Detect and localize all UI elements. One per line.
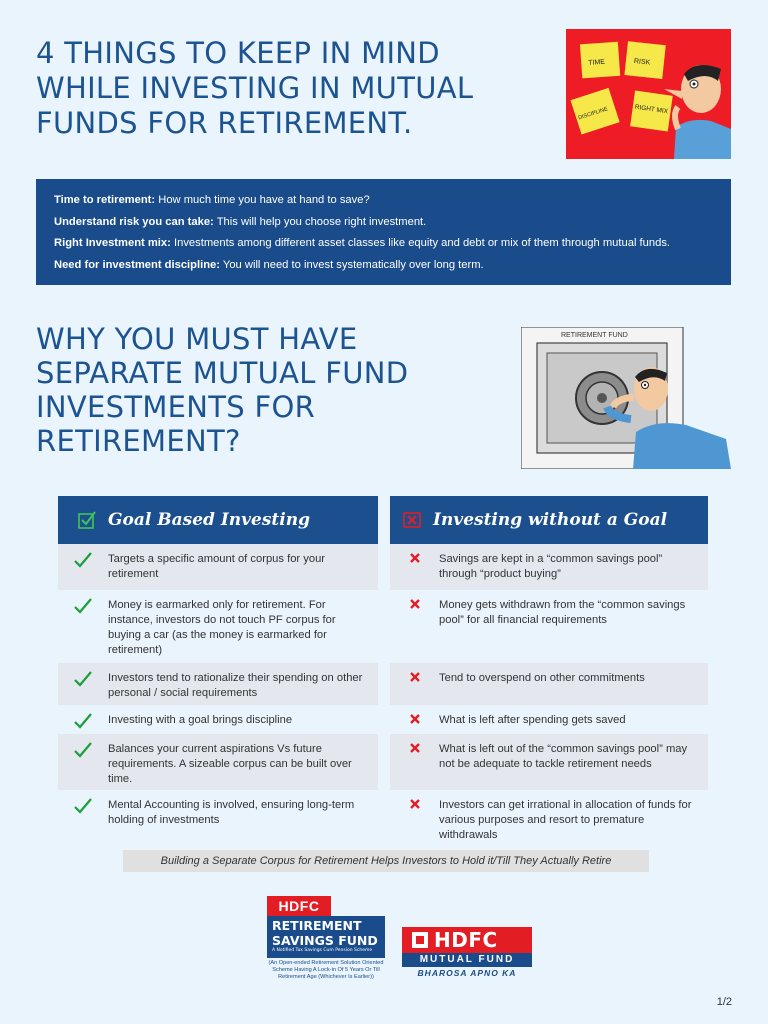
- check-icon: [58, 713, 108, 729]
- sticky-notes-illustration: [566, 29, 731, 159]
- table-row: [58, 790, 708, 844]
- key-point: Right Investment mix: Investments among different asset classes like equity and debt or mix of them through mutual funds.: [54, 237, 671, 249]
- rsf-hdfc-tag: HDFC: [267, 896, 331, 916]
- cross-icon: [390, 713, 439, 725]
- page-number: 1/2: [716, 996, 732, 1008]
- cross-icon: [390, 671, 439, 683]
- thinking-man-icon: [664, 65, 731, 159]
- summary-banner: Building a Separate Corpus for Retirement Helps Investors to Hold it/Till They Actually Retire: [123, 850, 649, 872]
- cross-icon: [390, 552, 439, 564]
- check-icon: [58, 598, 108, 614]
- goal-based-point: Money is earmarked only for retirement. For instance, investors do not touch PF corpus for buying a car (as the money is earmarked for retirement): [108, 599, 336, 656]
- rsf-description: (An Open-ended Retirement Solution Oriented Scheme Having A Lock-in Of 5 Years Or Till Retirement Age (Whichever Is Earlier)): [268, 960, 384, 980]
- safe-label: RETIREMENT FUND: [561, 332, 628, 339]
- goal-based-title: Goal Based Investing: [108, 510, 310, 530]
- goal-based-point: Investing with a goal brings discipline: [108, 714, 293, 726]
- retirement-savings-fund-logo: [267, 896, 385, 994]
- no-goal-point: Savings are kept in a “common savings pool” through “product buying”: [439, 553, 663, 580]
- no-goal-point: Money gets withdrawn from the “common savings pool” for all financial requirements: [439, 599, 686, 626]
- check-icon: [58, 552, 108, 568]
- cross-icon: [390, 798, 439, 810]
- checkbox-cross-icon: [403, 511, 421, 529]
- checkbox-check-icon: [78, 511, 96, 529]
- no-goal-point: Investors can get irrational in allocation of funds for various purposes and resort to premature withdrawals: [439, 799, 692, 841]
- check-icon: [58, 742, 108, 758]
- table-row: [58, 544, 708, 590]
- key-point: Time to retirement: How much time you have at hand to save?: [54, 194, 370, 206]
- note-risk: RISK: [633, 57, 651, 67]
- cross-icon: [390, 742, 439, 754]
- table-row: [58, 663, 708, 705]
- no-goal-point: What is left out of the “common savings pool” may not be adequate to tackle retirement needs: [439, 743, 688, 770]
- goal-based-point: Investors tend to rationalize their spending on other personal / social requirements: [108, 672, 363, 699]
- page-title: 4 THINGS TO KEEP IN MIND WHILE INVESTING IN MUTUAL FUNDS FOR RETIREMENT.: [36, 36, 474, 140]
- no-goal-point: What is left after spending gets saved: [439, 714, 626, 726]
- goal-based-point: Mental Accounting is involved, ensuring long-term holding of investments: [108, 799, 355, 826]
- note-time: TIME: [588, 58, 606, 67]
- table-row: [58, 590, 708, 663]
- retirement-safe-illustration: [521, 327, 731, 469]
- no-goal-header: [390, 496, 708, 544]
- key-point: Understand risk you can take: This will help you choose right investment.: [54, 215, 427, 228]
- check-icon: [58, 798, 108, 814]
- key-point: Need for investment discipline: You will need to invest systematically over long term.: [54, 258, 484, 271]
- hdfc-mutual-fund-logo: HDFC MUTUAL FUND BHAROSA APNO KA: [402, 927, 532, 979]
- no-goal-point: Tend to overspend on other commitments: [439, 672, 645, 684]
- check-icon: [58, 671, 108, 687]
- goal-based-header: [58, 496, 378, 544]
- key-points-box: [36, 179, 731, 285]
- section-title: WHY YOU MUST HAVE SEPARATE MUTUAL FUND INVESTMENTS FOR RETIREMENT?: [36, 322, 409, 458]
- note-discipline: DISCIPLINE: [577, 106, 609, 122]
- note-right-mix: RIGHT MIX: [634, 103, 669, 116]
- table-row: [58, 705, 708, 734]
- cross-icon: [390, 598, 439, 610]
- no-goal-title: Investing without a Goal: [433, 510, 668, 530]
- table-row: [58, 734, 708, 790]
- goal-based-point: Balances your current aspirations Vs future requirements. A sizeable corpus can be built over time.: [108, 743, 352, 785]
- goal-based-point: Targets a specific amount of corpus for your retirement: [108, 553, 326, 580]
- rsf-name: RETIREMENT SAVINGS FUND A Notified Tax Savings Cum Pension Scheme: [267, 916, 385, 958]
- comparison-table: [58, 544, 708, 844]
- hdfc-logo-icon: [412, 932, 428, 948]
